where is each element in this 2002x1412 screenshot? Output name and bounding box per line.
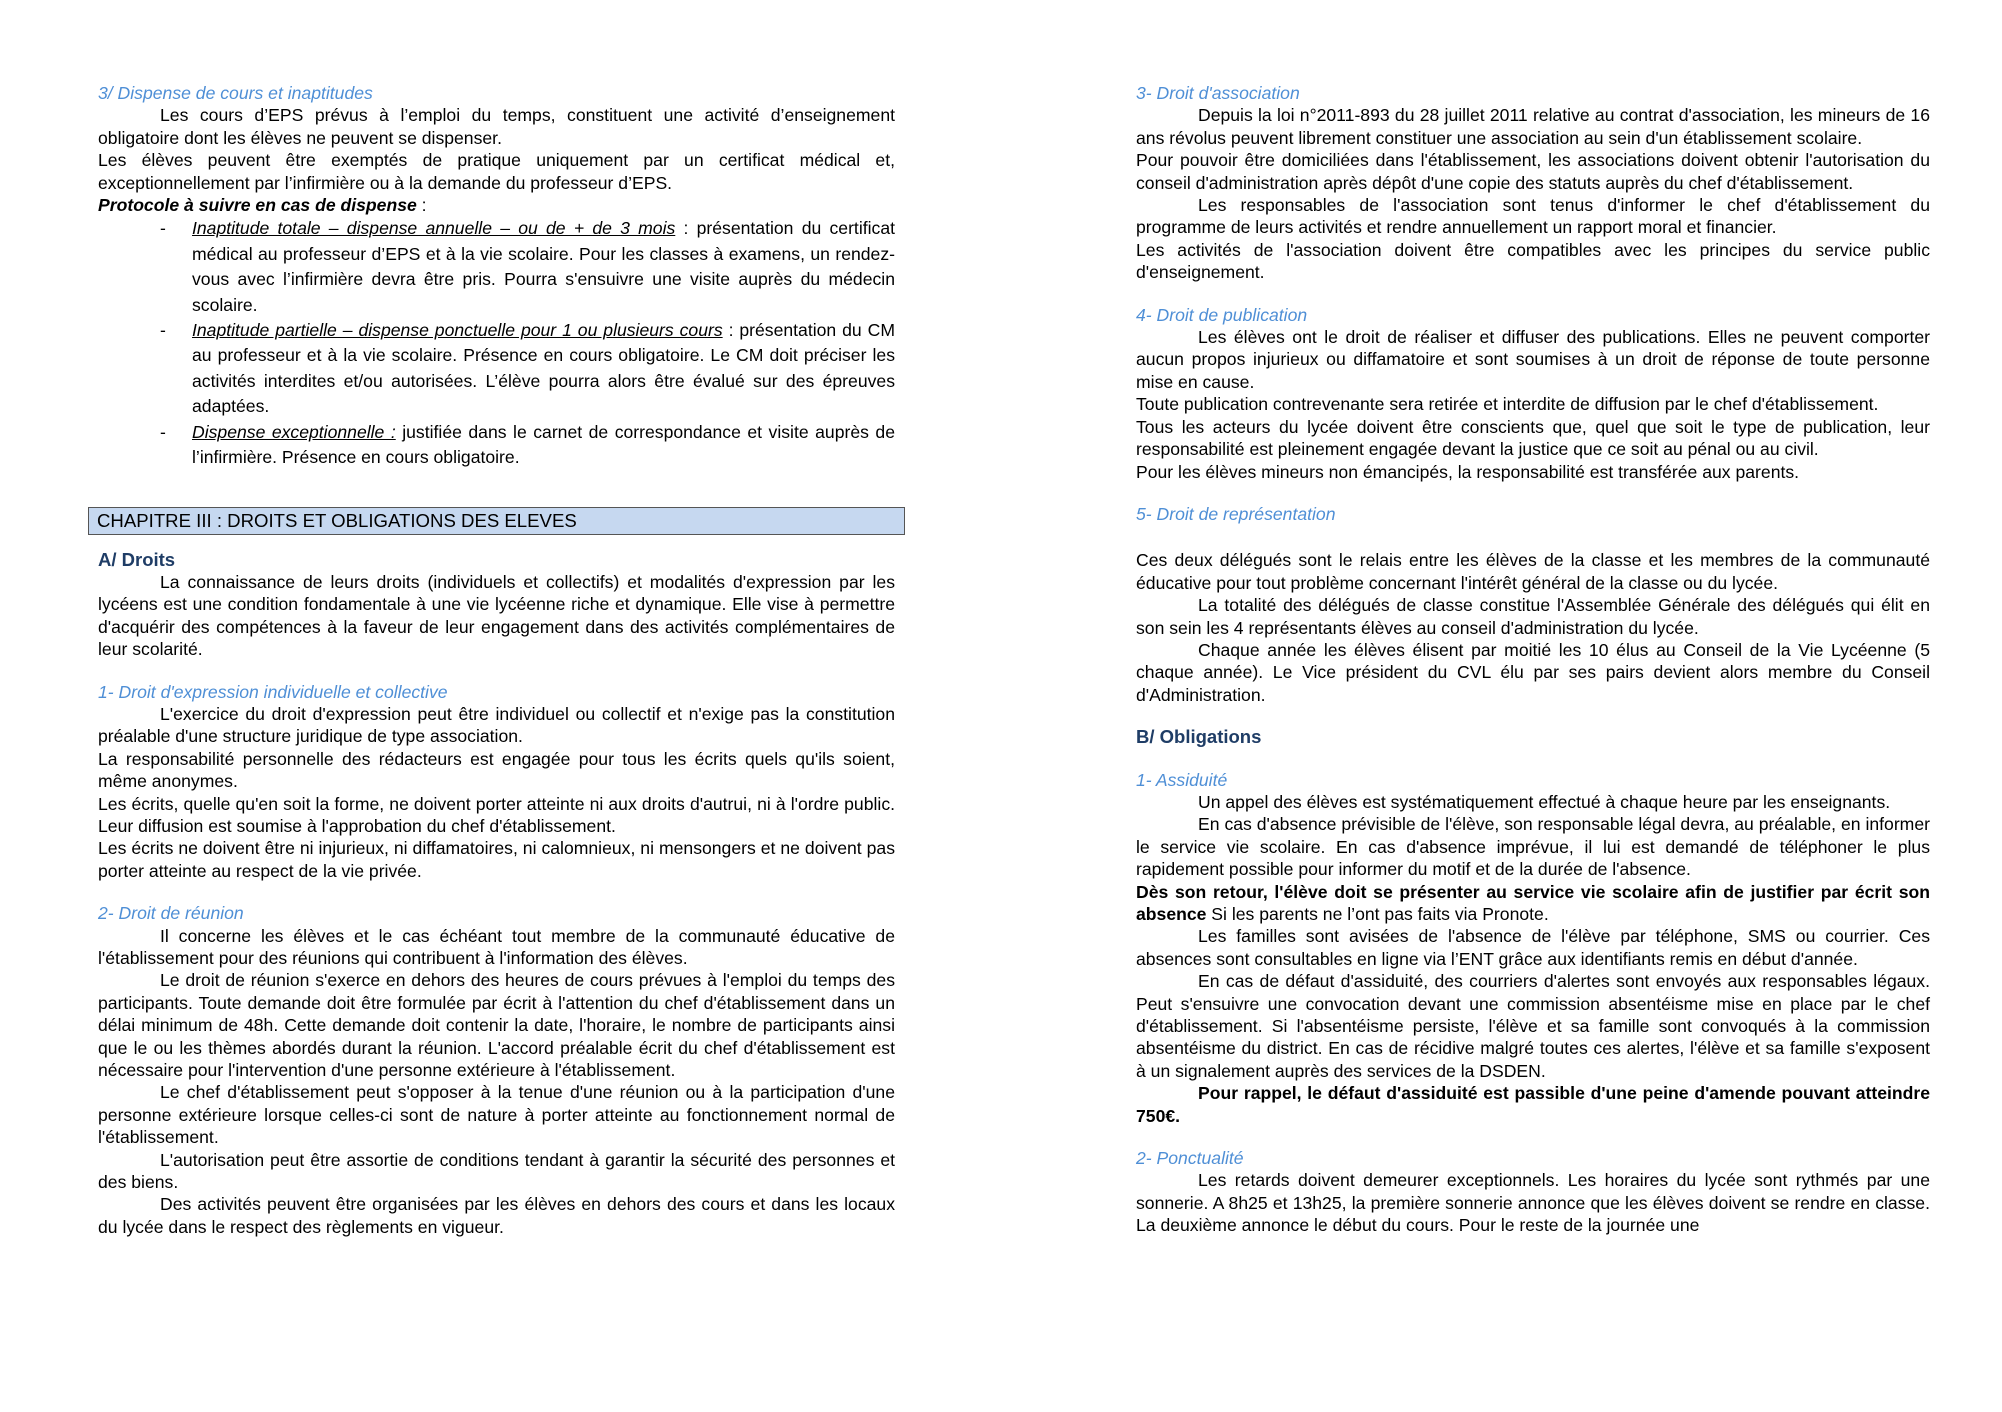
dispense-list: [98, 216, 895, 470]
paragraph: [1136, 881, 1930, 926]
list-item-label: Inaptitude totale – dispense annuelle – ou de + de 3 mois: [192, 218, 676, 239]
subsection-title-association: 3- Droit d'association: [1136, 83, 1300, 103]
paragraph: Les élèves peuvent être exemptés de pratique uniquement par un certificat médical et, exceptionnellement par l’infirmière ou à la demande du professeur d’EPS.: [98, 150, 895, 193]
paragraph-rest: Si les parents ne l’ont pas faits via Pronote.: [1206, 904, 1549, 924]
protocole-heading: [98, 194, 895, 216]
paragraph: Toute publication contrevenante sera retirée et interdite de diffusion par le chef d'établissement.: [1136, 394, 1879, 415]
paragraph: Un appel des élèves est systématiquement effectué à chaque heure par les enseignants.: [1198, 791, 1891, 812]
paragraph: La totalité des délégués de classe constitue l'Assemblée Générale des délégués qui élit en son sein les 4 représentants élèves au conseil d'administration du lycée.: [1136, 595, 1930, 638]
paragraph: L'autorisation peut être assortie de conditions tendant à garantir la sécurité des personnes et des biens.: [98, 1149, 895, 1193]
subsection-title-publication: 4- Droit de publication: [1136, 304, 1308, 325]
paragraph: En cas de défaut d'assiduité, des courriers d'alertes sont envoyés aux responsables légaux. Peut s'ensuivre une convocation devant une commission absentéisme mise en place par le chef d'établissement. Si l'absentéisme persiste, l'élève et sa famille sont convoqués à la commission absentéisme du district. En cas de récidive malgré toutes ces alertes, l'élève et sa famille s'exposent à un signalement auprès des services de la DSDEN.: [1136, 971, 1930, 1081]
list-item-text: : présentation du certificat médical au professeur d’EPS et à la vie scolaire. Pour les classes à examens, un rendez-vous avec l’infirmière devra être pris. Pourra s'ensuivre une visite auprès du médecin scolaire.: [192, 218, 895, 315]
paragraph: Depuis la loi n°2011-893 du 28 juillet 2011 relative au contrat d'association, les mineurs de 16 ans révolus peuvent librement constituer une association au sein d'un établissement scolaire.: [1136, 105, 1930, 148]
paragraph: Tous les acteurs du lycée doivent être conscients que, quel que soit le type de publication, leur responsabilité est pleinement engagée devant la justice que ce soit au pénal ou au civil.: [1136, 416, 1930, 460]
subsection-title-expression: 1- Droit d'expression individuelle et collective: [98, 681, 448, 702]
list-item-text: justifiée dans le carnet de correspondance et visite auprès de l’infirmière. Présence en cours obligatoire.: [192, 421, 895, 468]
list-item: [98, 318, 895, 420]
right-column: [1136, 82, 1930, 1237]
paragraph: Le droit de réunion s'exerce en dehors des heures de cours prévues à l'emploi du temps des participants. Toute demande doit être formulée par écrit à l'attention du chef d'établissement dans un délai minimum de 48h. Cette demande doit contenir la date, l'horaire, le nombre de participants ainsi que le ou les thèmes abordés durant la réunion. L'accord préalable écrit du chef d'établissement est nécessaire pour l'intervention d'une personne extérieure à l'établissement.: [98, 970, 895, 1081]
section-title-dispense: 3/ Dispense de cours et inaptitudes: [98, 83, 373, 103]
paragraph: Les élèves ont le droit de réaliser et diffuser des publications. Elles ne peuvent comporter aucun propos injurieux ou diffamatoire et sont soumises à un droit de réponse de toute personne mise en cause.: [1136, 327, 1930, 392]
paragraph: En cas d'absence prévisible de l'élève, son responsable légal devra, au préalable, en informer le service vie scolaire. En cas d'absence imprévue, il lui est demandé de téléphoner le plus rapidement possible pour informer du motif et de la durée de l'absence.: [1136, 814, 1930, 880]
section-title-obligations: B/ Obligations: [1136, 726, 1262, 748]
paragraph: Les écrits, quelle qu'en soit la forme, ne doivent porter atteinte ni aux droits d'autrui, ni à l'ordre public. Leur diffusion est soumise à l'approbation du chef d'établissement.: [98, 793, 895, 836]
protocole-suffix: :: [416, 195, 427, 216]
list-item: [98, 216, 895, 318]
bold-reminder: Pour rappel, le défaut d'assiduité est passible d'une peine d'amende pouvant atteindre 750€.: [1136, 1083, 1930, 1126]
subsection-title-ponctualite: 2- Ponctualité: [1136, 1148, 1244, 1169]
list-item-label: Dispense exceptionnelle :: [192, 421, 396, 442]
list-dash: -: [160, 218, 166, 239]
paragraph: Chaque année les élèves élisent par moitié les 10 élus au Conseil de la Vie Lycéenne (5 chaque année). Le Vice président du CVL élu par ses pairs devient alors membre du Conseil d'Administration.: [1136, 639, 1930, 705]
chapter-heading: CHAPITRE III : DROITS ET OBLIGATIONS DES ELEVES: [88, 507, 905, 535]
paragraph: Il concerne les élèves et le cas échéant tout membre de la communauté éducative de l'établissement pour des réunions qui contribuent à l'information des élèves.: [98, 925, 895, 968]
subsection-title-assiduite: 1- Assiduité: [1136, 769, 1228, 790]
list-item-text: : présentation du CM au professeur et à la vie scolaire. Présence en cours obligatoire. Le CM doit préciser les activités interdites et/ou autorisées. L’élève pourra alors être évalué sur des épreuves adaptées.: [192, 320, 895, 417]
paragraph: Pour les élèves mineurs non émancipés, la responsabilité est transférée aux parents.: [1136, 461, 1800, 482]
paragraph: Pour pouvoir être domiciliées dans l'établissement, les associations doivent obtenir l'autorisation du conseil d'administration après dépôt d'une copie des statuts auprès du chef d'établissement.: [1136, 150, 1930, 193]
left-column: [98, 82, 895, 1238]
paragraph: Ces deux délégués sont le relais entre les élèves de la classe et les membres de la communauté éducative pour tout problème concernant l'intérêt général de la classe ou du lycée.: [1136, 550, 1930, 593]
paragraph: Le chef d'établissement peut s'opposer à la tenue d'une réunion ou à la participation d'une personne extérieure lorsque celles-ci sont de nature à porter atteinte au fonctionnement normal de l'établissement.: [98, 1082, 895, 1148]
section-title-droits: A/ Droits: [98, 548, 176, 570]
paragraph: Des activités peuvent être organisées par les élèves en dehors des cours et dans les locaux du lycée dans le respect des règlements en vigueur.: [98, 1194, 895, 1237]
paragraph: Les retards doivent demeurer exceptionnels. Les horaires du lycée sont rythmés par une sonnerie. A 8h25 et 13h25, la première sonnerie annonce que les élèves doivent se rendre en classe. La deuxième annonce le début du cours. Pour le reste de la journée une: [1136, 1170, 1930, 1236]
paragraph: La connaissance de leurs droits (individuels et collectifs) et modalités d'expression par les lycéens est une condition fondamentale à une vie lycéenne riche et dynamique. Elle vise à permettre d'acquérir des compétences à la faveur de leur engagement dans des activités complémentaires de leur scolarité.: [98, 571, 895, 660]
paragraph: Les responsables de l'association sont tenus d'informer le chef d'établissement du programme de leurs activités et rendre annuellement un rapport moral et financier.: [1136, 195, 1930, 238]
list-dash: -: [160, 320, 166, 341]
subsection-title-representation: 5- Droit de représentation: [1136, 503, 1336, 524]
bold-statement: Dès son retour, l'élève doit se présenter au service vie scolaire afin de justifier par écrit son absence: [1136, 881, 1930, 924]
paragraph: Les écrits ne doivent être ni injurieux, ni diffamatoires, ni calomnieux, ni mensongers et ne doivent pas porter atteinte au respect de la vie privée.: [98, 838, 895, 881]
paragraph: L'exercice du droit d'expression peut être individuel ou collectif et n'exige pas la constitution préalable d'une structure juridique de type association.: [98, 703, 895, 747]
subsection-title-reunion: 2- Droit de réunion: [98, 903, 244, 924]
paragraph: La responsabilité personnelle des rédacteurs est engagée pour tous les écrits quels qu'ils soient, même anonymes.: [98, 748, 895, 792]
paragraph: Les familles sont avisées de l'absence de l'élève par téléphone, SMS ou courrier. Ces absences sont consultables en ligne via l’ENT grâce aux identifiants remis en début d'année.: [1136, 926, 1930, 969]
paragraph: Les activités de l'association doivent être compatibles avec les principes du service public d'enseignement.: [1136, 239, 1930, 283]
list-item: [98, 420, 895, 471]
list-dash: -: [160, 421, 166, 442]
list-item-label: Inaptitude partielle – dispense ponctuelle pour 1 ou plusieurs cours: [192, 320, 723, 341]
protocole-label: Protocole à suivre en cas de dispense: [98, 195, 417, 216]
paragraph: Les cours d’EPS prévus à l’emploi du temps, constituent une activité d’enseignement obligatoire dont les élèves ne peuvent se dispenser.: [98, 105, 895, 148]
